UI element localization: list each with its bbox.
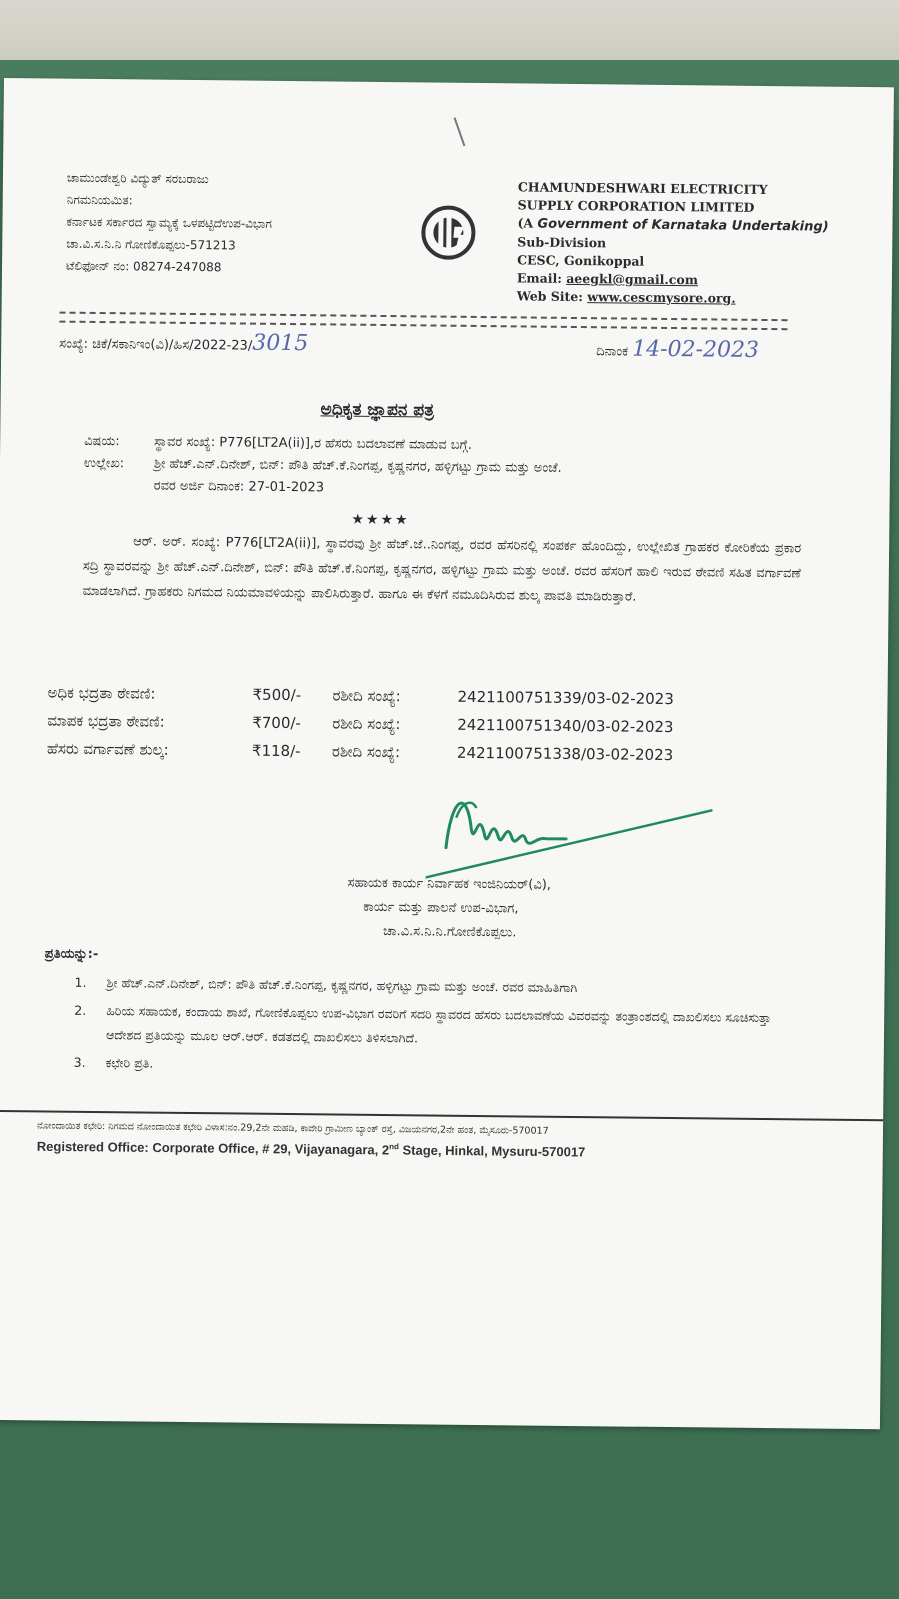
company-undertaking: (A Government of Karnataka Undertaking) [517,215,829,235]
list-item: 2. ಹಿರಿಯ ಸಹಾಯಕ, ಕಂದಾಯ ಶಾಖೆ, ಗೋಣಿಕೊಪ್ಪಲು ಉಪ-ವಿಭಾಗ ರವರಿಗೆ ಸದರಿ ಸ್ಥಾವರದ ಹೆಸರು ಬದಲಾವಣೆಯ ವಿವರವನ್ನು ತಂತ್ರಾಂಶದಲ್ಲಿ ದಾಖಲಿಸಲು ಸೂಚಿಸುತ್ತಾ ಆದೇಶದ ಪ್ರತಿಯನ್ನು ಮೂಲ ಆರ್.ಆರ್. ಕಡತದಲ್ಲಿ ದಾಖಲಿಸಲು ತಿಳಿಸಲಾಗಿದೆ. [74,1002,772,1046]
email-line: Email: aeegkl@gmail.com [516,270,699,288]
handwritten-date: 14-02-2023 [632,336,760,363]
header-english [517,178,829,308]
signatory-block [347,872,551,946]
subdivision-label: Sub-Division [517,234,607,251]
reference-line-2: ರವರ ಅರ್ಜಿ ದಿನಾಂಕ: 27-01-2023 [153,478,325,496]
header-divider [59,312,787,331]
fees-table [47,678,674,769]
reference-number: ಸಂಖ್ಯೆ: ಚಿಕೆ/ಸಕಾನಿಇಂ(ವಿ)/ಹಿಸ/2022-23/3015 [59,330,309,357]
list-item: 1. ಶ್ರೀ ಹೆಚ್.ಎನ್.ದಿನೇಶ್, ಬಿನ್: ಪೌತಿ ಹೆಚ್.ಕೆ.ನಿಂಗಪ್ಪ, ಕೃಷ್ಣನಗರ, ಹಳ್ಳಿಗಟ್ಟು ಗ್ರಾಮ ಮತ್ತು ಅಂಚೆ. ರವರ ಮಾಹಿತಿಗಾಗಿ [74,974,578,996]
fee-row: ಹೆಸರು ವರ್ಗಾವಣೆ ಶುಲ್ಕ: ₹118/- ರಶೀದಿ ಸಂಖ್ಯೆ: 2421100751338/03-02-2023 [46,739,674,765]
reference-date: ದಿನಾಂಕ 14-02-2023 [596,336,760,363]
signatory-office: ಚಾ.ವಿ.ಸ.ನಿ.ನಿ.ಗೋಣಿಕೊಪ್ಪಲು. [383,924,517,941]
email-link[interactable]: aeegkl@gmail.com [566,270,699,288]
header-kannada-line: ಚಾ.ವಿ.ಸ.ನಿ.ನಿ ಗೋಣಿಕೊಪ್ಪಲು-571213 [66,236,236,253]
footer-rule [0,1110,883,1121]
fee-row: ಅಧಿಕ ಭದ್ರತಾ ಠೇವಣಿ: ₹500/- ರಶೀದಿ ಸಂಖ್ಯೆ: 2421100751339/03-02-2023 [47,683,674,709]
footer-english: Registered Office: Corporate Office, # 29, Vijayanagara, 2nd Stage, Hinkal, Mysuru-570017 [36,1138,586,1160]
copies-list [74,971,805,1087]
signatory-title: ಸಹಾಯಕ ಕಾರ್ಯ ನಿರ್ವಾಹಕ ಇಂಜಿನಿಯರ್(ವಿ), [347,875,552,893]
subdivision-name: CESC, Gonikoppal [517,252,645,269]
body-paragraph: ಆರ್. ಅರ್. ಸಂಖ್ಯೆ: P776[LT2A(ii)], ಸ್ಥಾವರವು ಶ್ರೀ ಹೆಚ್.ಜೆ..ನಿಂಗಪ್ಪ, ರವರ ಹೆಸರಿನಲ್ಲಿ ಸಂಪರ್ಕ ಹೊಂದಿದ್ದು, ಉಲ್ಲೇಖಿತ ಗ್ರಾಹಕರ ಕೋರಿಕೆಯ ಪ್ರಕಾರ ಸದ್ರಿ ಸ್ಥಾವರವನ್ನು ಶ್ರೀ ಹೆಚ್.ಎನ್.ದಿನೇಶ್, ಬಿನ್: ಪೌತಿ ಹೆಚ್.ಕೆ.ನಿಂಗಪ್ಪ, ಕೃಷ್ಣನಗರ, ಹಳ್ಳಿಗಟ್ಟು ಗ್ರಾಮ ಮತ್ತು ಅಂಚೆ. ರವರ ಹೆಸರಿಗೆ ಹಾಲಿ ಇರುವ ಠೇವಣಿ ಸಹಿತ ವರ್ಗಾವಣೆ ಮಾಡಲಾಗಿದೆ. ಗ್ರಾಹಕರು ನಿಗಮದ ನಿಯಮಾವಳಿಯನ್ನು ಪಾಲಿಸಿರುತ್ತಾರೆ. ಹಾಗೂ ಈ ಕೆಳಗೆ ನಮೂದಿಸಿರುವ ಶುಲ್ಕ ಪಾವತಿ ಮಾಡಿರುತ್ತಾರೆ. [82,534,802,605]
company-name-line2: SUPPLY CORPORATION LIMITED [517,197,755,215]
signatory-department: ಕಾರ್ಯ ಮತ್ತು ಪಾಲನೆ ಉಪ-ವಿಭಾಗ, [363,899,519,917]
website-line: Web Site: www.cescmysore.org. [516,288,736,306]
reference-line: ಉಲ್ಲೇಖ: ಶ್ರೀ ಹೆಚ್.ಎನ್.ದಿನೇಶ್, ಬಿನ್: ಪೌತಿ ಹೆಚ್.ಕೆ.ನಿಂಗಪ್ಪ, ಕೃಷ್ಣನಗರ, ಹಳ್ಳಿಗಟ್ಟು ಗ್ರಾಮ ಮತ್ತು ಅಂಚೆ. [83,455,562,476]
header-kannada [66,167,273,279]
fee-row: ಮಾಪಕ ಭದ್ರತಾ ಠೇವಣಿ: ₹700/- ರಶೀದಿ ಸಂಖ್ಯೆ: 2421100751340/03-02-2023 [47,711,674,737]
footer-kannada: ನೋಂದಾಯಿತ ಕಛೇರಿ: ನಿಗಮದ ನೋಂದಾಯಿತ ಕಛೇರಿ ವಿಳಾಸ:ನಂ.29,2ನೇ ಮಹಡಿ, ಕಾವೇರಿ ಗ್ರಾಮೀಣ ಬ್ಯಾಂಕ್ ರಸ್ತೆ, ವಿಜಯನಗರ,2ನೇ ಹಂತ, ಮೈಸೂರು-570017 [36,1120,549,1137]
document-page [0,78,894,1429]
pen-mark [454,117,466,146]
separator-stars: ★★★★ [351,511,410,529]
header-kannada-line: ನಿಗಮನಿಯಮಿತ: [66,192,133,208]
document-title: ಅಧಿಕೃತ ಜ್ಞಾಪನ ಪತ್ರ [320,399,435,421]
cesc-logo-icon [420,204,477,261]
website-link[interactable]: www.cescmysore.org. [587,289,736,306]
list-item: 3. ಕಛೇರಿ ಪ್ರತಿ. [73,1054,154,1071]
company-name-line1: CHAMUNDESHWARI ELECTRICITY [517,179,768,198]
header-kannada-line: ಟೆಲಿಫೋನ್ ನಂ: 08274-247088 [65,258,222,275]
copies-heading: ಪ್ರತಿಯನ್ನು:- [44,946,99,963]
subject-line: ವಿಷಯ: ಸ್ಥಾವರ ಸಂಖ್ಯೆ: P776[LT2A(ii)],ರ ಹೆಸರು ಬದಲಾವಣೆ ಮಾಡುವ ಬಗ್ಗೆ. [84,433,473,453]
header-kannada-line: ಕರ್ನಾಟಕ ಸರ್ಕಾರದ ಸ್ವಾಮ್ಯಕ್ಕೆ ಒಳಪಟ್ಟಿದೆಉಪ-ವಿಭಾಗ [66,214,272,231]
handwritten-ref-number: 3015 [252,330,309,357]
subject-block [84,431,562,502]
header-kannada-line: ಚಾಮುಂಡೇಶ್ವರಿ ವಿದ್ಯುತ್ ಸರಬರಾಜು [66,170,209,187]
